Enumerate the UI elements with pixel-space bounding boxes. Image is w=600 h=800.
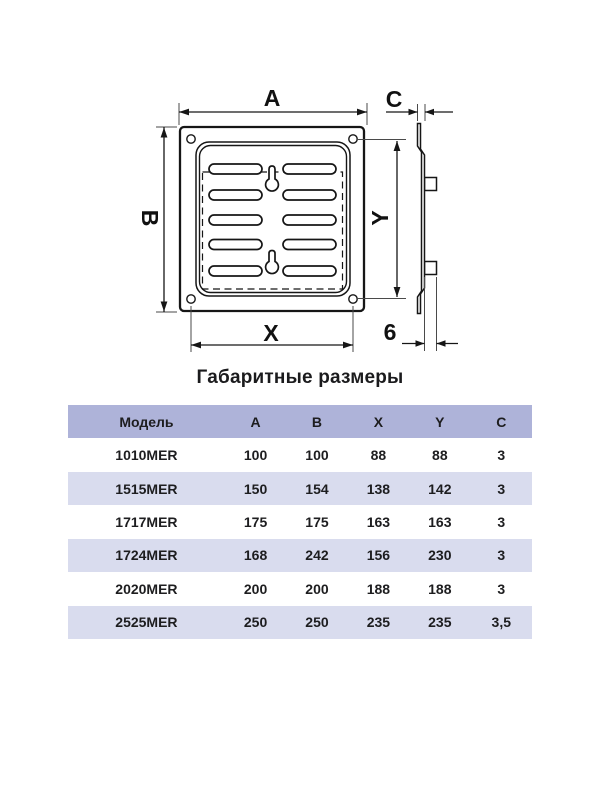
side-view [418,124,437,314]
section-title: Габаритные размеры [196,367,404,388]
louver-slot [283,215,336,225]
table-row [68,606,532,639]
corner-hole [187,295,195,303]
value-cell: 154 [305,480,329,497]
corner-hole [187,135,195,143]
value-cell: 3 [497,580,506,597]
value-cell: 250 [243,614,268,631]
value-cell: 88 [370,447,387,464]
value-cell: 235 [366,614,391,631]
column-header-Y: Y [435,413,445,430]
value-cell: 142 [428,480,452,497]
dim-label-Y: Y [367,210,393,226]
value-cell: 100 [243,447,268,464]
value-cell: 188 [366,580,391,597]
value-cell: 200 [243,580,268,597]
model-cell: 1010MER [115,447,178,464]
louver-slot [283,266,336,276]
value-cell: 3 [497,547,506,564]
dim-label-B: B [137,209,163,227]
value-cell: 150 [243,480,268,497]
model-cell: 2020MER [115,580,178,597]
value-cell: 3 [497,513,506,530]
value-cell: 163 [366,513,391,530]
louver-slot [283,240,336,250]
table-body [68,438,532,639]
louver-slot [283,164,336,174]
value-cell: 200 [305,580,329,597]
value-cell: 250 [305,614,329,631]
column-header-B: B [311,413,323,430]
model-cell: 1515MER [115,480,178,497]
mounting-tab-top [425,178,437,191]
value-cell: 3 [497,447,506,464]
value-cell: 188 [428,580,452,597]
model-cell: 1717MER [115,513,178,530]
louver-slot [209,266,262,276]
value-cell: 3,5 [491,614,511,631]
corner-hole [349,135,357,143]
corner-hole [349,295,357,303]
value-cell: 100 [305,447,329,464]
table-row [68,472,532,505]
table-row [68,572,532,605]
table-row [68,505,532,538]
dim-label-X: X [263,320,279,346]
column-header-X: X [373,413,384,430]
mounting-tab-bottom [425,262,437,275]
table-row [68,438,532,471]
table-row [68,539,532,572]
louver-slot [283,190,336,200]
louver-slot [209,190,262,200]
value-cell: 175 [243,513,268,530]
value-cell: 235 [428,614,452,631]
dimension-drawing [0,0,600,360]
side-view-plate [418,124,425,314]
column-header-model: Модель [119,413,174,430]
value-cell: 163 [428,513,452,530]
louver-slot [209,240,262,250]
front-view [180,127,364,311]
table-header-row [68,405,532,438]
model-cell: 1724MER [115,547,178,564]
dim-label-C: C [385,86,403,112]
value-cell: 156 [366,547,391,564]
dim-label-6: 6 [383,319,397,345]
louver-slot [209,164,262,174]
column-header-C: C [496,413,507,430]
value-cell: 175 [305,513,329,530]
value-cell: 168 [243,547,268,564]
value-cell: 88 [432,447,448,464]
dimensions-table [68,405,532,639]
column-header-A: A [250,413,261,430]
value-cell: 3 [497,480,506,497]
louver-slot [209,215,262,225]
dim-label-A: A [263,85,281,111]
model-cell: 2525MER [115,614,178,631]
value-cell: 230 [428,547,452,564]
table-header [68,405,532,438]
value-cell: 138 [366,480,391,497]
value-cell: 242 [305,547,329,564]
